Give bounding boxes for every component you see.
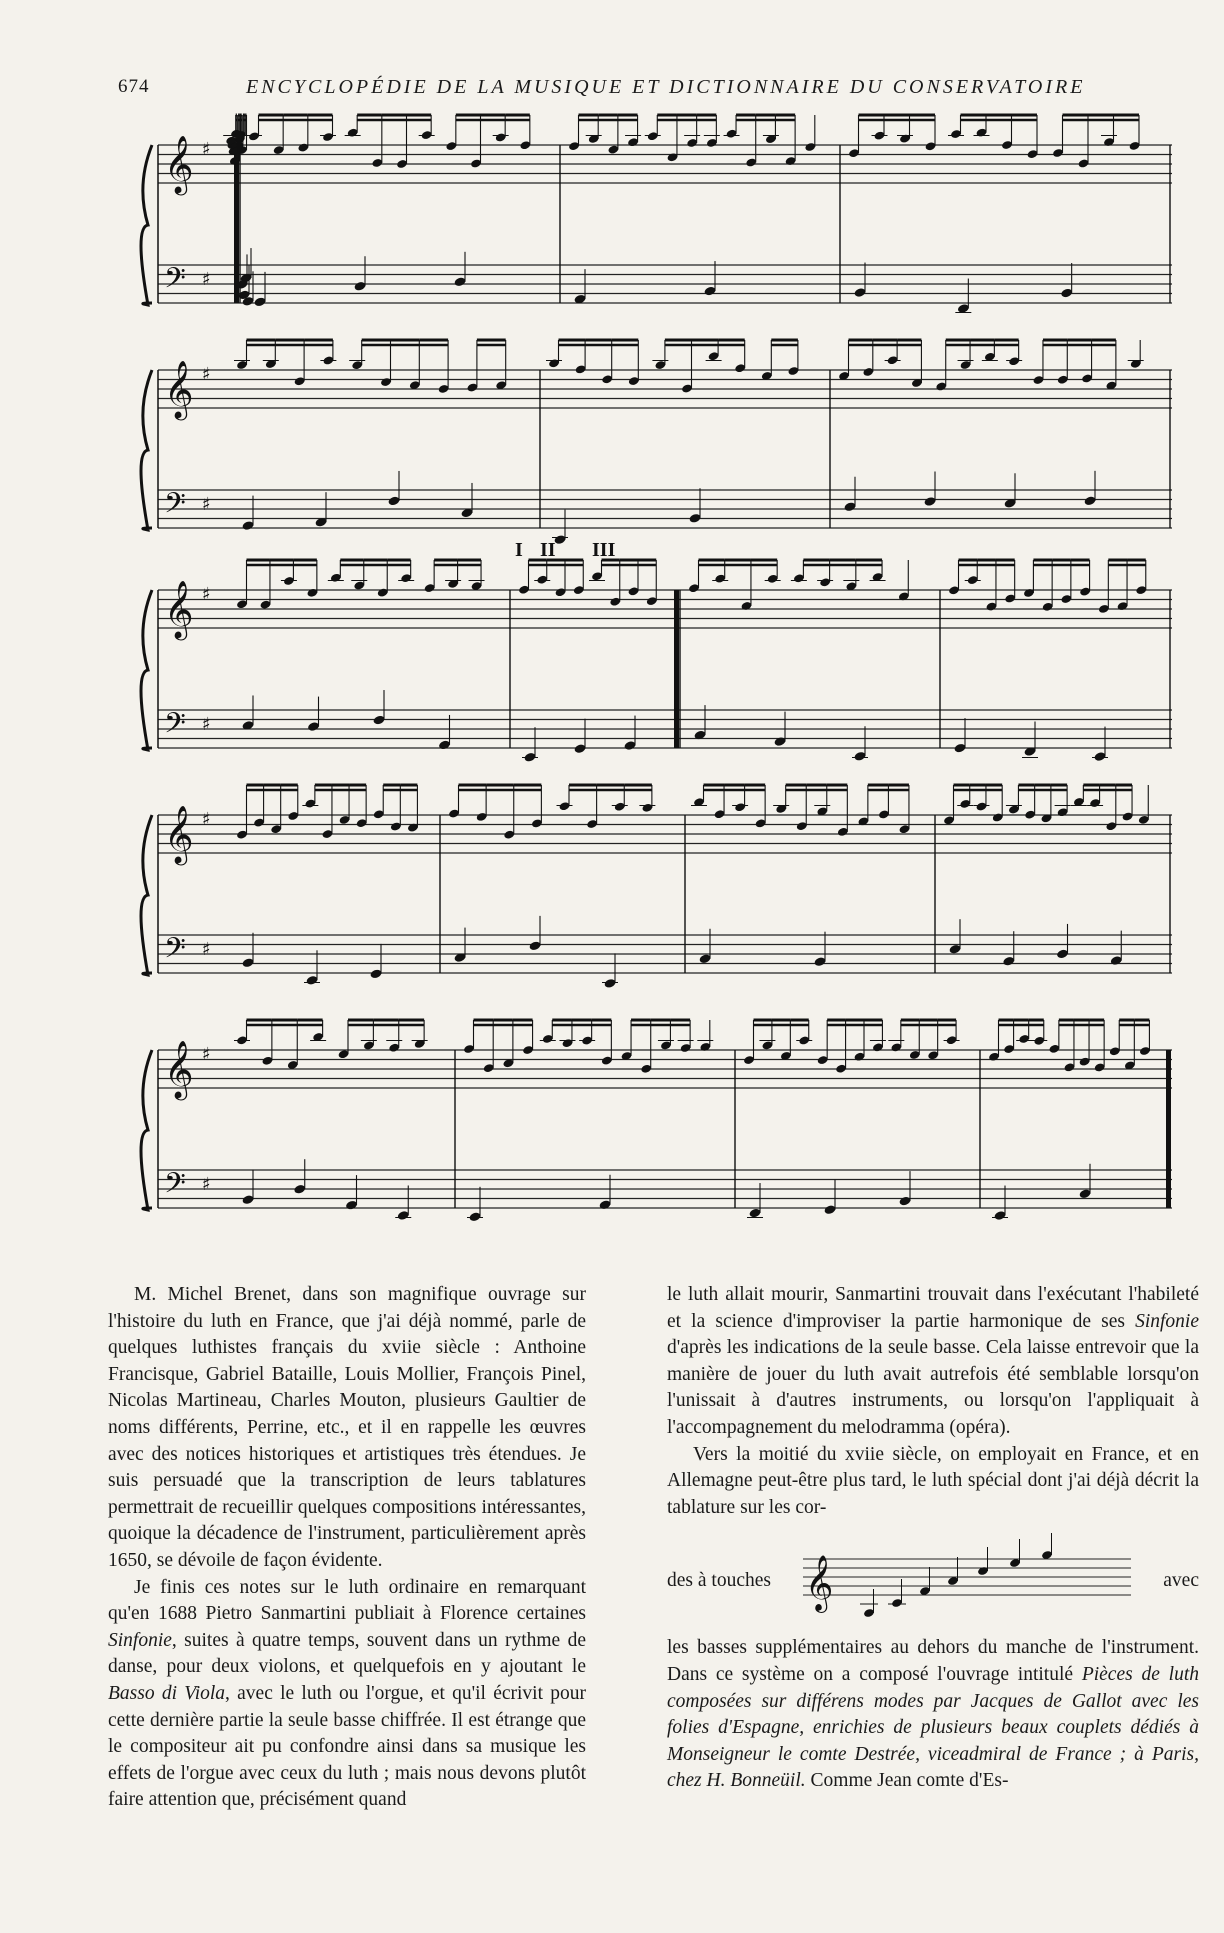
paragraph-brenet: M. Michel Brenet, dans son magnifique ouvrage sur l'histoire du luth en France, que j'ai déjà nommé, parle de quelques luthistes français du xviie siècle : Anthoine Francisque, Gabriel Bataille, Louis Mollier, François Pinel, Nicolas Martineau, Charles Mouton, plusieurs Gaultier de noms différents, Perrine, etc., et il en rappelle les œuvres avec des notices historiques et artistiques très étendues. Je suis persuadé que la transcription de leurs tablatures permettrait de recueillir quelques compositions intéressantes, quoique la décadence de l'instrument, particulièrement après 1650, se dévoile de façon évidente.: [108, 1284, 586, 1571]
treble-clef: 𝄞: [805, 1555, 834, 1612]
system-brace: [141, 145, 152, 305]
repeat-bar: [234, 145, 239, 303]
system-brace: [141, 370, 152, 530]
music-system: [141, 539, 1172, 763]
key-signature: ♯: [202, 364, 211, 385]
page-number: 674: [118, 76, 150, 97]
key-signature: ♯: [202, 1044, 211, 1065]
bass-clef: 𝄢: [164, 707, 186, 747]
bass-clef: 𝄢: [164, 932, 186, 972]
ending-label: I: [515, 539, 523, 561]
treble-clef: 𝄞: [164, 805, 194, 863]
inline-staff-row: [667, 1531, 1199, 1631]
system-brace: [141, 815, 152, 975]
paragraph-gallot: les basses supplémentaires au dehors du manche de l'instrument. Dans ce système on a composé l'ouvrage intitulé Pièces de luth composées sur différens modes par Jacques de Gallot avec les folies d'Espagne, enrichies de plusieurs beaux couplets dédiés à Monseigneur le comte Destrée, viceadmiral de France ; à Paris, chez H. Bonneüil. Comme Jean comte d'Es-: [667, 1637, 1199, 1792]
music-system: [141, 1020, 1172, 1222]
key-signature: ♯: [202, 584, 211, 605]
touches-label: des à touches: [667, 1570, 771, 1592]
running-title: ENCYCLOPÉDIE DE LA MUSIQUE ET DICTIONNAIRE DU CONSERVATOIRE: [246, 76, 1086, 98]
music-system: [141, 340, 1172, 545]
lute-range-staff: [797, 1533, 1137, 1629]
treble-clef: 𝄞: [164, 1040, 194, 1098]
paragraph-sanmartini: Je finis ces notes sur le luth ordinaire en remarquant qu'en 1688 Pietro Sanmartini publiait à Florence certaines Sinfonie, suites à quatre temps, souvent dans un rythme de danse, pour deux violons, et quelquefois en y ajoutant le Basso di Viola, avec le luth ou l'orgue, et qu'il écrivit pour cette dernière partie la seule basse chiffrée. Il est étrange que le compositeur ait pu confondre ainsi dans sa musique les effets de l'orgue avec ceux du luth ; mais nous devons plutôt faire attention que, précisément quand: [108, 1576, 586, 1811]
system-brace: [141, 1050, 152, 1210]
music-system: [141, 115, 1172, 314]
key-signature: ♯: [202, 269, 211, 290]
key-signature: ♯: [202, 714, 211, 735]
avec-label: avec: [1163, 1570, 1199, 1592]
bass-clef: 𝄢: [164, 262, 186, 302]
treble-clef: 𝄞: [164, 360, 194, 418]
final-bar: [1166, 1050, 1171, 1208]
repeat-bar: [674, 590, 679, 748]
text-column-right: [667, 1282, 1199, 1795]
key-signature: ♯: [202, 494, 211, 515]
system-brace: [141, 590, 152, 750]
music-system: [141, 785, 1172, 989]
paragraph-continuation: le luth allait mourir, Sanmartini trouvait dans l'exécutant l'habileté et la science d'improviser la partie harmonique de ses Sinfonie d'après les indications de la seule basse. Cela laisse entrevoir que la manière de jouer du luth avait autrefois été semblable lorsqu'on l'unissait à d'autres instruments, ou lorsqu'on l'appliquait à l'accompagnement du melodramma (opéra).: [667, 1284, 1199, 1438]
key-signature: ♯: [202, 939, 211, 960]
bass-clef: 𝄢: [164, 1167, 186, 1207]
key-signature: ♯: [202, 1174, 211, 1195]
treble-clef: 𝄞: [164, 135, 194, 193]
bass-clef: 𝄢: [164, 487, 186, 527]
text-column-left: [108, 1282, 586, 1814]
ending-label: III: [592, 539, 616, 561]
ending-label: II: [540, 539, 556, 561]
paragraph-xviie: Vers la moitié du xviie siècle, on employait en France, et en Allemagne peut-être plus tard, le luth spécial dont j'ai déjà décrit la tablature sur les cor-: [667, 1443, 1199, 1518]
key-signature: ♯: [202, 139, 211, 160]
key-signature: ♯: [202, 809, 211, 830]
treble-clef: 𝄞: [164, 580, 194, 638]
